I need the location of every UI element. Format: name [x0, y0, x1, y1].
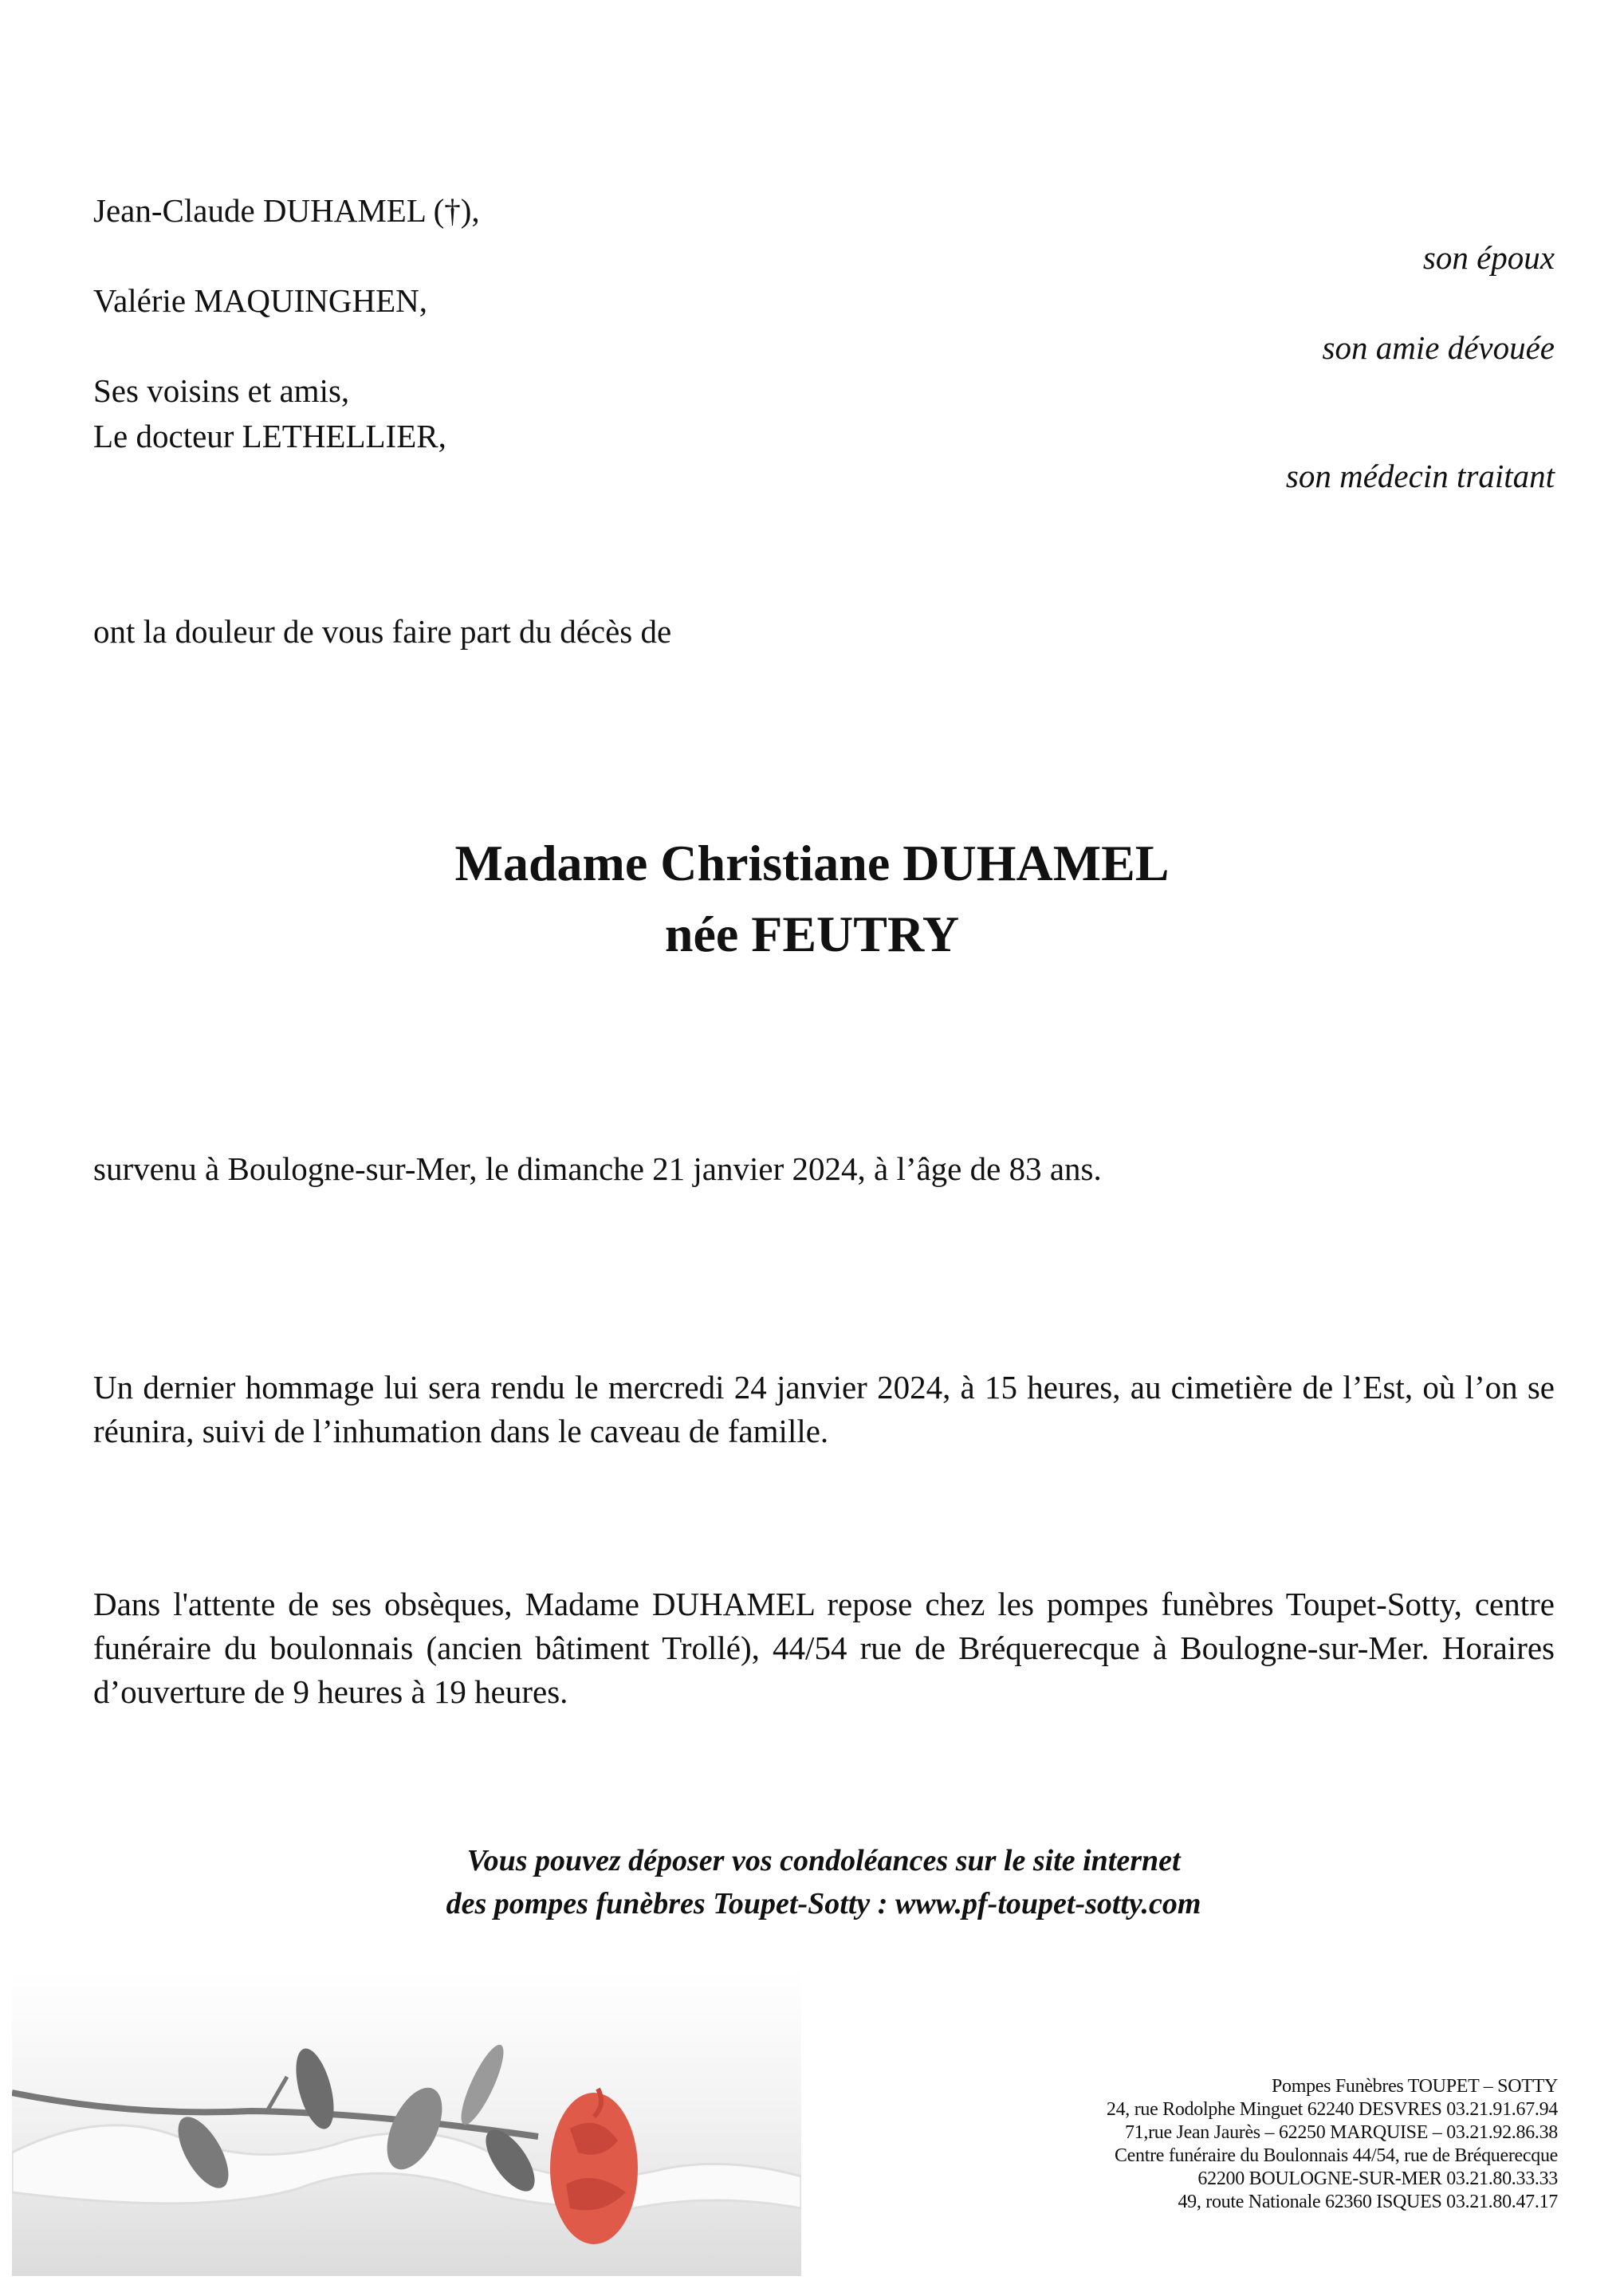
funeral-home-footer — [1107, 2075, 1558, 2214]
family-relation-1: son époux — [1422, 239, 1555, 276]
family-name-3: Ses voisins et amis, — [93, 372, 350, 409]
repose-paragraph: Dans l'attente de ses obsèques, Madame DUHAMEL repose chez les pompes funèbres Toupet-Sotty, centre funéraire du boulonnais (ancien bâtiment Trollé), 44/54 rue de Bréquerecque à Boulogne-sur-Mer. Horaires d’ouverture de 9 heures à 19 heures. — [93, 1586, 1555, 1710]
footer-line: Centre funéraire du Boulonnais 44/54, rue de Bréquerecque — [1114, 2145, 1558, 2166]
family-name-4: Le docteur LETHELLIER, — [93, 418, 446, 454]
family-name-1: Jean-Claude DUHAMEL (†), — [93, 192, 480, 229]
rose-on-beach-image — [12, 1969, 801, 2276]
death-info: survenu à Boulogne-sur-Mer, le dimanche 21 janvier 2024, à l’âge de 83 ans. — [93, 1150, 1102, 1187]
deceased-name: Madame Christiane DUHAMEL — [454, 835, 1170, 891]
family-name-2: Valérie MAQUINGHEN, — [93, 282, 428, 319]
footer-line: Pompes Funèbres TOUPET – SOTTY — [1271, 2076, 1558, 2097]
deceased-maiden-name: née FEUTRY — [664, 906, 960, 962]
condolences-line-1: Vous pouvez déposer vos condoléances sur le site internet — [466, 1844, 1181, 1877]
family-relation-2: son amie dévouée — [1322, 329, 1555, 366]
family-relation-4: son médecin traitant — [1285, 458, 1555, 494]
footer-line: 49, route Nationale 62360 ISQUES 03.21.80.47.17 — [1178, 2192, 1558, 2212]
footer-line: 71,rue Jean Jaurès – 62250 MARQUISE – 03.21.92.86.38 — [1124, 2122, 1558, 2143]
ceremony-paragraph: Un dernier hommage lui sera rendu le mercredi 24 janvier 2024, à 15 heures, au cimetière de l’Est, où l’on se réunira, suivi de l’inhumation dans le caveau de famille. — [93, 1369, 1555, 1449]
announcement-text: ont la douleur de vous faire part du décès de — [93, 613, 672, 650]
footer-line: 62200 BOULOGNE-SUR-MER 03.21.80.33.33 — [1197, 2168, 1558, 2189]
condolences-line-2: des pompes funèbres Toupet-Sotty : www.pf-toupet-sotty.com — [446, 1887, 1201, 1921]
footer-line: 24, rue Rodolphe Minguet 62240 DESVRES 03.21.91.67.94 — [1106, 2099, 1558, 2120]
